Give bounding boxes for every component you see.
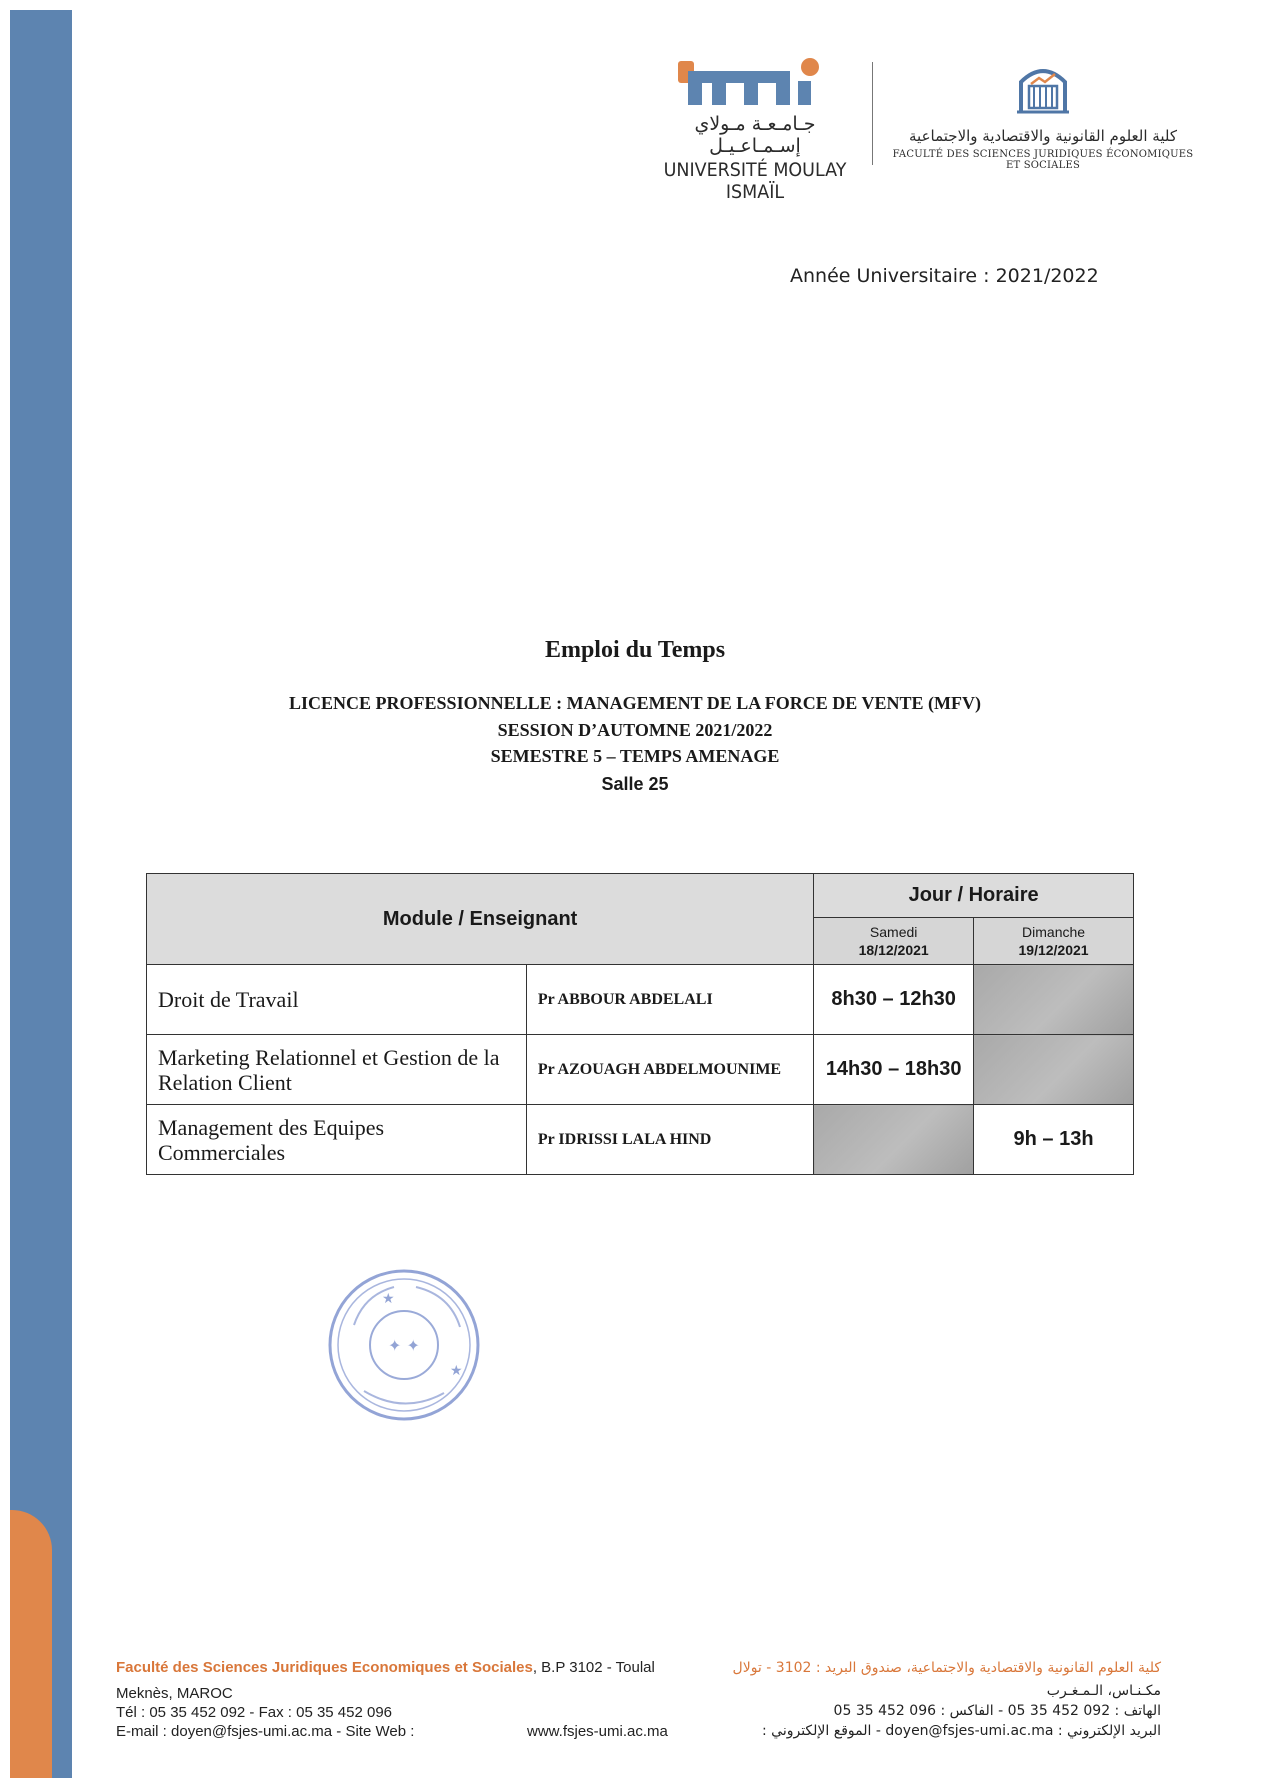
footer-ar-phone: الهاتف : 092 452 35 05 - الفاكس : 096 452 35 05 bbox=[833, 1703, 1161, 1719]
teacher-name: Pr IDRISSI LALA HIND bbox=[526, 1105, 813, 1175]
footer-fr-line1 bbox=[116, 1659, 655, 1676]
time-slot: 8h30 – 12h30 bbox=[814, 965, 974, 1035]
day-date: 19/12/2021 bbox=[1018, 942, 1089, 958]
table-row bbox=[147, 1035, 1134, 1105]
program-title: LICENCE PROFESSIONNELLE : MANAGEMENT DE LA FORCE DE VENTE (MFV) bbox=[289, 693, 981, 713]
faculty-name-french: FACULTÉ DES SCIENCES JURIDIQUES ÉCONOMIQUES ET SOCIALES bbox=[892, 149, 1194, 171]
footer-bp: , B.P 3102 - Toulal bbox=[532, 1659, 655, 1676]
table-row bbox=[147, 1105, 1134, 1175]
footer-email: E-mail : doyen@fsjes-umi.ac.ma - Site Web : bbox=[116, 1723, 415, 1740]
day-name: Samedi bbox=[869, 924, 918, 940]
umi-name-arabic: جـامـعـة مـولاي إسـمـاعـيـل bbox=[694, 113, 816, 157]
svg-text:★: ★ bbox=[450, 1363, 463, 1379]
academic-year: Année Universitaire : 2021/2022 bbox=[790, 265, 1099, 287]
room-label: Salle 25 bbox=[601, 774, 669, 794]
footer-city: Meknès, MAROC bbox=[116, 1685, 233, 1702]
session-title: SESSION D’AUTOMNE 2021/2022 bbox=[497, 720, 773, 740]
footer-ar-city: مكـنـاس، الـمـغـرب bbox=[1046, 1683, 1161, 1699]
left-orange-accent bbox=[10, 1510, 52, 1778]
module-name: Droit de Travail bbox=[147, 965, 527, 1035]
svg-text:★: ★ bbox=[382, 1291, 395, 1307]
svg-text:✦ ✦: ✦ ✦ bbox=[388, 1336, 420, 1355]
umi-name-french: UNIVERSITÉ MOULAY ISMAÏL bbox=[663, 159, 847, 203]
page-title: Emploi du Temps bbox=[544, 637, 726, 663]
umi-logo bbox=[650, 55, 860, 203]
logo-divider bbox=[872, 62, 873, 165]
time-slot: 9h – 13h bbox=[974, 1105, 1134, 1175]
time-slot: 14h30 – 18h30 bbox=[814, 1035, 974, 1105]
faculty-name-arabic: كلية العلوم القانونية والاقتصادية والاجتماعية bbox=[909, 127, 1177, 145]
header-day-dimanche bbox=[974, 918, 1134, 965]
footer-faculty-name: Faculté des Sciences Juridiques Economiques et Sociales bbox=[116, 1659, 533, 1676]
teacher-name: Pr AZOUAGH ABDELMOUNIME bbox=[526, 1035, 813, 1105]
empty-slot bbox=[974, 1035, 1134, 1105]
empty-slot bbox=[814, 1105, 974, 1175]
table-row bbox=[147, 965, 1134, 1035]
day-date: 18/12/2021 bbox=[858, 942, 929, 958]
day-name: Dimanche bbox=[1022, 924, 1086, 940]
footer-website-link[interactable]: www.fsjes-umi.ac.ma bbox=[527, 1723, 668, 1740]
header-day-time: Jour / Horaire bbox=[814, 874, 1134, 918]
header-day-samedi bbox=[814, 918, 974, 965]
module-name: Management des Equipes Commerciales bbox=[147, 1105, 527, 1175]
umi-logo-icon bbox=[670, 55, 840, 111]
module-name: Marketing Relationnel et Gestion de la Relation Client bbox=[147, 1035, 527, 1105]
header-module-teacher: Module / Enseignant bbox=[147, 874, 814, 965]
semester-title: SEMESTRE 5 – TEMPS AMENAGE bbox=[490, 746, 780, 766]
faculty-building-icon bbox=[1013, 58, 1073, 116]
footer-phone: Tél : 05 35 452 092 - Fax : 05 35 452 096 bbox=[116, 1704, 393, 1721]
footer-ar-line1: كلية العلوم القانونية والاقتصادية والاجتماعية، صندوق البريد : 3102 - تولال bbox=[732, 1660, 1161, 1676]
footer-ar-email: البريد الإلكتروني : doyen@fsjes-umi.ac.ma - الموقع الإلكتروني : bbox=[761, 1723, 1161, 1739]
empty-slot bbox=[974, 965, 1134, 1035]
timetable bbox=[146, 873, 1134, 1175]
faculty-logo bbox=[888, 58, 1198, 171]
teacher-name: Pr ABBOUR ABDELALI bbox=[526, 965, 813, 1035]
official-stamp bbox=[324, 1265, 484, 1425]
